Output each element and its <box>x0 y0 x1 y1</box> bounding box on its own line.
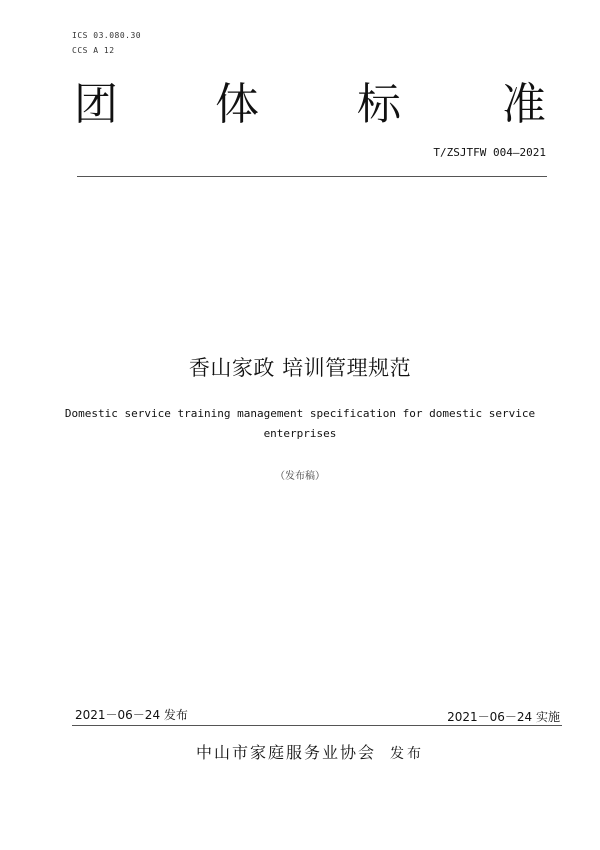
publisher-name: 中山市家庭服务业协会 <box>195 743 376 762</box>
header-char-1: 团 <box>74 79 118 130</box>
english-title-line-2: enterprises <box>263 427 337 440</box>
draft-status: （发布稿） <box>275 471 325 482</box>
header-char-2: 体 <box>215 79 259 130</box>
standard-number: T/ZSJTFW 004—2021 <box>433 146 546 159</box>
implement-date: 2021－06－24 实施 <box>447 710 560 724</box>
english-title-line-1: Domestic service training management specification for domestic service <box>64 407 536 420</box>
header-char-3: 标 <box>357 79 401 130</box>
publish-date: 2021－06－24 发布 <box>75 708 188 722</box>
header-char-4: 准 <box>502 79 546 130</box>
top-divider <box>77 176 547 177</box>
publish-word: 发布 <box>390 746 424 762</box>
bottom-divider <box>72 725 562 726</box>
ics-code: ICS 03.080.30 <box>72 31 142 40</box>
publisher-line <box>0 740 600 763</box>
document-title-english <box>40 404 560 444</box>
document-title-chinese: 香山家政 培训管理规范 <box>188 356 412 380</box>
ccs-code: CCS A 12 <box>72 46 115 55</box>
